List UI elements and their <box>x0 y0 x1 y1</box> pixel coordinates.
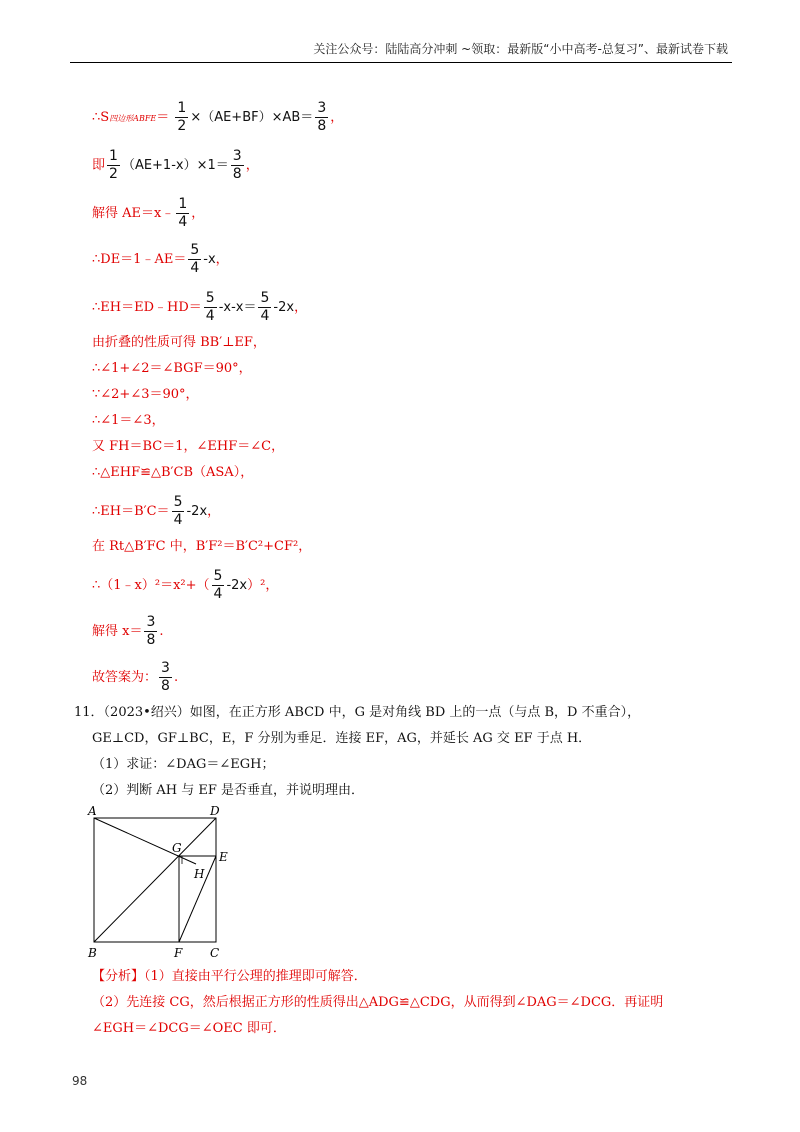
solution-line-2 <box>92 148 259 183</box>
solution-line-7: ∴∠1+∠2＝∠BGF＝90°， <box>92 361 252 376</box>
page-header: 关注公众号：陆陆高分冲刺 ~领取：最新版“小中高考-总复习”、最新试卷下载 <box>313 42 728 56</box>
solution-line-1 <box>92 100 343 135</box>
text: 即 <box>92 158 106 173</box>
label-g: G <box>172 841 182 855</box>
fraction: $\frac{5}{4}$ <box>205 290 215 324</box>
solution-line-10: 又 FH＝BC＝1，∠EHF＝∠C， <box>92 439 285 454</box>
geometry-figure <box>86 802 246 966</box>
text: 解得 x＝ <box>92 624 143 639</box>
text: ， <box>207 504 221 519</box>
solution-line-5 <box>92 290 307 325</box>
text: ∴S <box>92 110 110 125</box>
text: 故答案为： <box>92 670 158 685</box>
text: ∴（1﹣x）²＝x²+（ <box>92 578 210 593</box>
analysis-line-1: 【分析】（1）直接由平行公理的推理即可解答． <box>92 969 367 984</box>
solution-line-3 <box>92 196 204 231</box>
text: ， <box>191 206 205 221</box>
text: ， <box>245 158 259 173</box>
solution-line-14 <box>92 568 278 603</box>
text: 解得 AE＝x﹣ <box>92 206 175 221</box>
fraction: $\frac{3}{8}$ <box>232 148 242 182</box>
label-b: B <box>88 946 97 960</box>
fraction: $\frac{5}{4}$ <box>190 242 200 276</box>
header-rule <box>70 62 732 63</box>
solution-line-12 <box>92 494 220 529</box>
solution-line-11: ∴△EHF≌△B′CB（ASA）， <box>92 465 254 480</box>
text: ， <box>294 300 308 315</box>
text: ∴EH＝B′C＝ <box>92 504 170 519</box>
formula-text: -x-x＝ <box>218 300 257 315</box>
text: ， <box>330 110 344 125</box>
text: ＝ <box>156 110 170 125</box>
fraction: $\frac{5}{4}$ <box>173 494 183 528</box>
fraction: $\frac{3}{8}$ <box>161 660 170 694</box>
analysis-line-3: ∠EGH＝∠DCG＝∠OEC 即可． <box>92 1021 286 1036</box>
formula-text: -2x <box>186 504 208 519</box>
text: ）²， <box>247 578 279 593</box>
problem-statement-line-2: GE⊥CD，GF⊥BC，E，F 分别为垂足．连接 EF，AG，并延长 AG 交 EF 于点 H． <box>92 731 592 746</box>
fraction: $\frac{3}{8}$ <box>317 100 327 134</box>
analysis-line-2: （2）先连接 CG，然后根据正方形的性质得出△ADG≌△CDG，从而得到∠DAG＝∠DCG．再证明 <box>92 995 664 1010</box>
subscript: 四边形ABFE <box>109 114 157 123</box>
page-number: 98 <box>72 1074 88 1088</box>
formula-text: -2x <box>226 578 248 593</box>
formula-text: ×（AE+BF）×AB＝ <box>190 110 314 125</box>
solution-line-15 <box>92 614 164 649</box>
label-h: H <box>194 867 205 881</box>
formula-text: -x <box>203 252 216 267</box>
label-a: A <box>88 804 97 818</box>
formula-text: （AE+1-x）×1＝ <box>121 158 229 173</box>
text: ， <box>215 252 229 267</box>
label-e: E <box>219 850 228 864</box>
square-diagram <box>86 802 246 962</box>
formula-text: -2x <box>273 300 295 315</box>
label-c: C <box>210 946 220 960</box>
fraction: $\frac{3}{8}$ <box>146 614 156 648</box>
problem-question-1: （1）求证：∠DAG＝∠EGH； <box>92 757 275 772</box>
problem-question-2: （2）判断 AH 与 EF 是否垂直，并说明理由． <box>92 783 365 798</box>
problem-statement-line-1: 11．（2023•绍兴）如图，在正方形 ABCD 中，G 是对角线 BD 上的一点（与点 B，D 不重合）， <box>74 705 641 720</box>
solution-line-16 <box>92 660 178 695</box>
solution-line-6: 由折叠的性质可得 BB′⊥EF， <box>92 335 266 350</box>
solution-line-8: ∵∠2+∠3＝90°， <box>92 387 199 402</box>
fraction: $\frac{5}{4}$ <box>213 568 223 602</box>
label-f: F <box>174 946 183 960</box>
fraction: $\frac{5}{4}$ <box>260 290 270 324</box>
solution-line-9: ∴∠1＝∠3， <box>92 413 165 428</box>
text: . <box>173 670 179 685</box>
text: ∴EH＝ED﹣HD＝ <box>92 300 202 315</box>
fraction: $\frac{1}{2}$ <box>109 148 118 182</box>
text: ∴DE＝1﹣AE＝ <box>92 252 187 267</box>
solution-line-13: 在 Rt△B′FC 中，B′F²＝B′C²+CF²， <box>92 539 312 554</box>
solution-line-4 <box>92 242 229 277</box>
fraction: $\frac{1}{4}$ <box>178 196 188 230</box>
label-d: D <box>210 804 220 818</box>
text: . <box>159 624 164 639</box>
fraction: $\frac{1}{2}$ <box>177 100 187 134</box>
